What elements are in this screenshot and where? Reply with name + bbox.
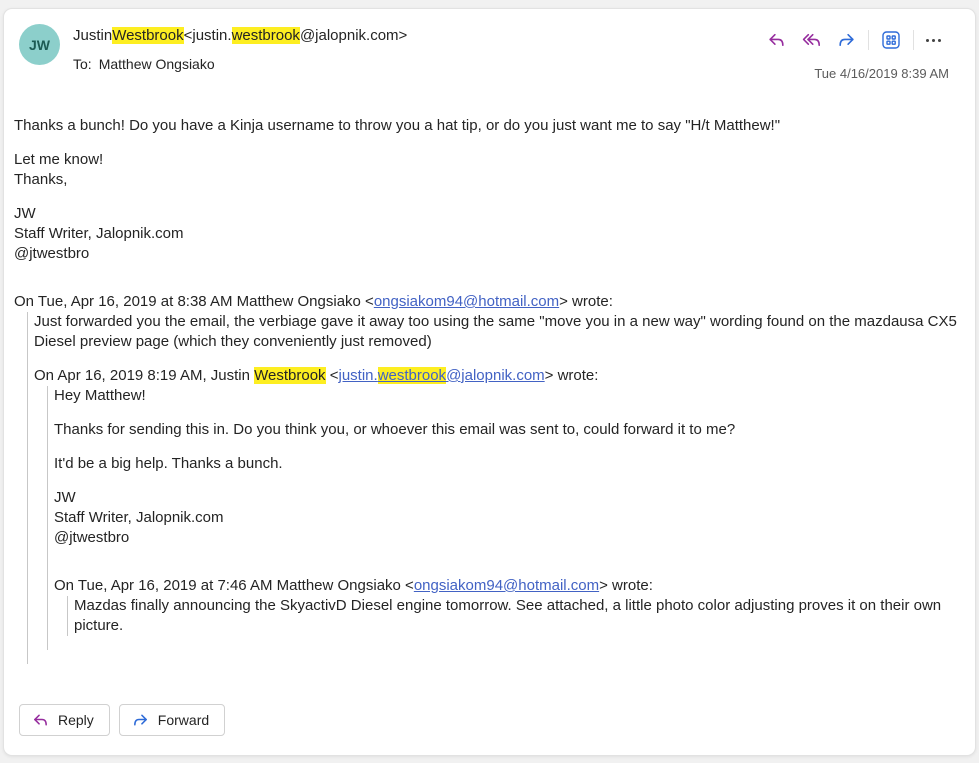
attribution-text: > wrote: (544, 367, 599, 384)
email-link-part: justin. (338, 367, 378, 384)
signature-line: @jtwestbro (54, 529, 130, 546)
body-line: Thanks, (14, 171, 68, 188)
sender-line[interactable] (73, 26, 759, 46)
attribution-text: < (325, 367, 339, 384)
reply-icon (32, 712, 49, 729)
quote1-body: Just forwarded you the email, the verbiage gave it away too using the same "move you in a new way" wording found on the mazdausa CX5 Diesel preview page (which they conveniently just removed) (34, 313, 957, 350)
attribution-text: On Tue, Apr 16, 2019 at 7:46 AM Matthew Ongsiako < (54, 577, 414, 594)
signature-line: Staff Writer, Jalopnik.com (14, 225, 184, 242)
email-link-part: @jalopnik.com (446, 367, 545, 384)
body-paragraph: Thanks a bunch! Do you have a Kinja username to throw you a hat tip, or do you just want me to say "H/t Matthew!" (14, 117, 781, 134)
footer-actions (19, 704, 225, 736)
forward-button-label: Forward (157, 712, 210, 728)
forward-button[interactable] (829, 28, 864, 53)
quote2-paragraph: Thanks for sending this in. Do you think you, or whoever this email was sent to, could forward it to me? (54, 421, 736, 438)
apps-button[interactable] (873, 27, 909, 53)
apps-grid-icon (881, 30, 901, 50)
reply-all-icon (802, 31, 821, 50)
quote3-body: Mazdas finally announcing the SkyactivD Diesel engine tomorrow. See attached, a little photo color adjusting proves it on their own picture. (74, 597, 942, 634)
signature-line: JW (14, 205, 36, 222)
email-link[interactable]: ongsiakom94@hotmail.com (413, 577, 600, 594)
quoted-message-level2 (47, 386, 959, 650)
sender-name: Justin (73, 27, 113, 44)
header-main (73, 24, 759, 73)
recipient-line (73, 55, 759, 73)
toolbar-divider (868, 30, 869, 50)
signature-line: JW (54, 489, 76, 506)
sender-address-part: <justin. (183, 27, 232, 44)
message-date: Tue 4/16/2019 8:39 AM (814, 66, 949, 81)
body-line: Let me know! (14, 151, 104, 168)
reply-button-label: Reply (58, 712, 94, 728)
recipient-name[interactable]: Matthew Ongsiako (98, 56, 215, 72)
forward-footer-button[interactable] (119, 704, 225, 736)
quote2-attribution (34, 366, 959, 386)
attribution-text: > wrote: (559, 293, 613, 310)
attribution-text: On Tue, Apr 16, 2019 at 8:38 AM Matthew Ongsiako < (14, 293, 374, 310)
quoted-message-level1 (27, 312, 959, 664)
quote2-greeting: Hey Matthew! (54, 387, 146, 404)
forward-icon (837, 31, 856, 50)
header-right (759, 24, 949, 82)
sender-address-part: @jalopnik.com> (299, 27, 408, 44)
email-link[interactable]: ongsiakom94@hotmail.com (373, 293, 560, 310)
reply-footer-button[interactable] (19, 704, 110, 736)
to-label: To: (73, 56, 92, 72)
sender-name-highlighted: Westbrook (112, 27, 184, 44)
attribution-text: > wrote: (599, 577, 653, 594)
toolbar-divider (913, 30, 914, 50)
avatar[interactable]: JW (19, 24, 60, 65)
reply-button[interactable] (759, 28, 794, 53)
sender-address-highlighted: westbrook (231, 27, 300, 44)
email-link-highlighted: westbrook (377, 367, 447, 384)
message-toolbar (759, 27, 949, 53)
forward-icon (132, 712, 149, 729)
more-options-button[interactable] (918, 28, 949, 52)
message-body (4, 82, 975, 664)
email-reading-pane (3, 8, 976, 756)
signature-line: @jtwestbro (14, 245, 90, 262)
message-header (4, 9, 975, 82)
quote3-attribution (54, 576, 959, 596)
signature-line: Staff Writer, Jalopnik.com (54, 509, 224, 526)
quoted-message-level3 (67, 596, 959, 636)
attribution-text: On Apr 16, 2019 8:19 AM, Justin (34, 367, 255, 384)
email-link[interactable] (339, 367, 545, 384)
quote1-attribution (14, 292, 959, 312)
more-options-icon (926, 31, 941, 49)
reply-icon (767, 31, 786, 50)
reply-all-button[interactable] (794, 28, 829, 53)
attribution-name-highlighted: Westbrook (254, 367, 326, 384)
quote2-paragraph: It'd be a big help. Thanks a bunch. (54, 455, 283, 472)
